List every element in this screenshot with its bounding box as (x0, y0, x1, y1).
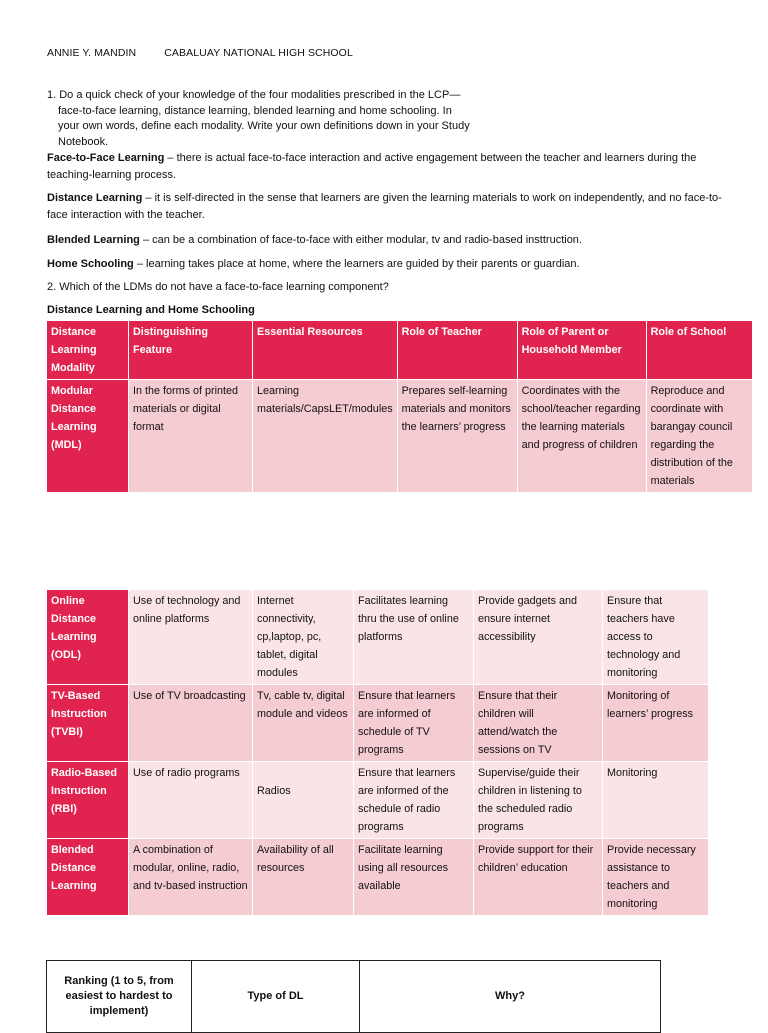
definition-blended (47, 232, 737, 249)
table-cell: Use of technology and online platforms (129, 590, 253, 685)
author-name: ANNIE Y. MANDIN (47, 47, 137, 59)
column-header: Type of DL (192, 961, 360, 1033)
ldm-table-part-1 (46, 320, 753, 493)
table-cell: Internet connectivity, cp,laptop, pc, tablet, digital modules (253, 590, 354, 685)
document-header (47, 47, 353, 59)
table-cell: Provide necessary assistance to teachers and monitoring (603, 839, 709, 916)
modality-name: Online Distance Learning (ODL) (47, 590, 129, 685)
table-cell: In the forms of printed materials or digital format (129, 380, 253, 493)
table-cell: Ensure that teachers have access to technology and monitoring (603, 590, 709, 685)
modality-name: TV-Based Instruction (TVBI) (47, 685, 129, 762)
question-1-line: Notebook. (58, 135, 109, 148)
table-cell: Use of TV broadcasting (129, 685, 253, 762)
definition-text: – it is self-directed in the sense that learners are given the learning materials to work on independently, and no face-to-face interaction with the teacher. (47, 192, 722, 221)
table-cell: Provide support for their children’ education (474, 839, 603, 916)
column-header: Distinguishing Feature (129, 321, 253, 380)
table-cell: A combination of modular, online, radio, and tv-based instruction (129, 839, 253, 916)
table-cell: Use of radio programs (129, 762, 253, 839)
table-row (47, 762, 709, 839)
column-header: Ranking (1 to 5, from easiest to hardest to implement) (47, 961, 192, 1033)
table-cell: Learning materials/CapsLET/modules (253, 380, 398, 493)
ldm-table-part-2 (46, 589, 709, 916)
table-cell: Reproduce and coordinate with barangay council regarding the distribution of the materials (646, 380, 752, 493)
table-caption: Distance Learning and Home Schooling (47, 304, 255, 316)
table-row (47, 590, 709, 685)
table-cell: Facilitate learning using all resources available (354, 839, 474, 916)
definition-text: – there is actual face-to-face interaction and active engagement between the teacher and learners during the teaching-learning process. (47, 152, 697, 181)
table-cell: Availability of all resources (253, 839, 354, 916)
column-header: Role of Parent or Household Member (517, 321, 646, 380)
question-2: 2. Which of the LDMs do not have a face-to-face learning component? (47, 281, 389, 293)
table-row (47, 380, 753, 493)
definition-term: Distance Learning (47, 192, 143, 204)
definition-term: Home Schooling (47, 258, 134, 270)
ranking-header-row (47, 961, 661, 1033)
column-header: Why? (360, 961, 661, 1033)
table-cell: Provide gadgets and ensure internet accessibility (474, 590, 603, 685)
column-header: Role of School (646, 321, 752, 380)
modality-name: Modular Distance Learning (MDL) (47, 380, 129, 493)
definition-term: Face-to-Face Learning (47, 152, 165, 164)
table-cell: Ensure that learners are informed of the schedule of radio programs (354, 762, 474, 839)
table-cell: Ensure that learners are informed of schedule of TV programs (354, 685, 474, 762)
definition-term: Blended Learning (47, 234, 140, 246)
column-header: Distance Learning Modality (47, 321, 129, 380)
question-1-line: your own words, define each modality. Write your own definitions down in your Study (58, 120, 470, 132)
table-header-row (47, 321, 753, 380)
table-cell: Ensure that their children will attend/watch the sessions on TV (474, 685, 603, 762)
table-cell: Coordinates with the school/teacher regarding the learning materials and progress of children (517, 380, 646, 493)
question-1-line: 1. Do a quick check of your knowledge of the four modalities prescribed in the LCP— (47, 89, 461, 101)
question-1-line: face-to-face learning, distance learning, blended learning and home schooling. In (58, 104, 452, 117)
definition-text: – can be a combination of face-to-face with either modular, tv and radio-based insttruction. (139, 234, 582, 246)
modality-name: Radio-Based Instruction (RBI) (47, 762, 129, 839)
definition-face-to-face (47, 150, 737, 183)
question-1 (47, 88, 547, 150)
table-row (47, 839, 709, 916)
column-header: Role of Teacher (397, 321, 517, 380)
table-cell: Monitoring of learners’ progress (603, 685, 709, 762)
column-header: Essential Resources (253, 321, 398, 380)
table-cell: Monitoring (603, 762, 709, 839)
definition-text: – learning takes place at home, where the learners are guided by their parents or guardian. (133, 258, 580, 270)
table-cell: Supervise/guide their children in listening to the scheduled radio programs (474, 762, 603, 839)
table-row (47, 685, 709, 762)
table-cell: Facilitates learning thru the use of online platforms (354, 590, 474, 685)
ranking-table (46, 960, 661, 1033)
modality-name: Blended Distance Learning (47, 839, 129, 916)
table-cell: Tv, cable tv, digital module and videos (253, 685, 354, 762)
table-cell: Radios (253, 762, 354, 839)
school-name: CABALUAY NATIONAL HIGH SCHOOL (164, 47, 353, 59)
definition-home-schooling (47, 256, 737, 273)
table-cell: Prepares self-learning materials and monitors the learners’ progress (397, 380, 517, 493)
definition-distance (47, 190, 737, 223)
